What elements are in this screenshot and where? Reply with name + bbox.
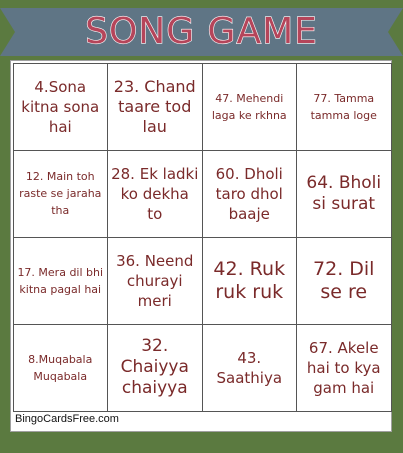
bingo-cell[interactable]: 47. Mehendi laga ke rkhna	[202, 63, 298, 151]
bingo-grid	[13, 63, 391, 411]
bingo-cell[interactable]: 60. Dholi taro dhol baaje	[202, 150, 298, 238]
bingo-cell[interactable]: 8.Muqabala Muqabala	[13, 324, 109, 412]
bingo-cell[interactable]: 28. Ek ladki ko dekha to	[107, 150, 203, 238]
bingo-cell[interactable]: 43. Saathiya	[202, 324, 298, 412]
title-banner	[0, 8, 403, 56]
bingo-cell[interactable]: 23. Chand taare tod lau	[107, 63, 203, 151]
bingo-cell[interactable]: 72. Dil se re	[296, 237, 392, 325]
bingo-cell[interactable]: 4.Sona kitna sona hai	[13, 63, 109, 151]
game-title: SONG GAME	[85, 11, 318, 52]
bingo-cell[interactable]: 64. Bholi si surat	[296, 150, 392, 238]
bingo-cell[interactable]: 42. Ruk ruk ruk	[202, 237, 298, 325]
bingo-cell[interactable]: 36. Neend churayi meri	[107, 237, 203, 325]
bingo-cell[interactable]: 77. Tamma tamma loge	[296, 63, 392, 151]
footer-credit: BingoCardsFree.com	[15, 413, 119, 425]
bingo-cell[interactable]: 67. Akele hai to kya gam hai	[296, 324, 392, 412]
bingo-cell[interactable]: 32. Chaiyya chaiyya	[107, 324, 203, 412]
bingo-cell[interactable]: 17. Mera dil bhi kitna pagal hai	[13, 237, 109, 325]
bingo-card	[10, 60, 392, 432]
bingo-cell[interactable]: 12. Main toh raste se jaraha tha	[13, 150, 109, 238]
